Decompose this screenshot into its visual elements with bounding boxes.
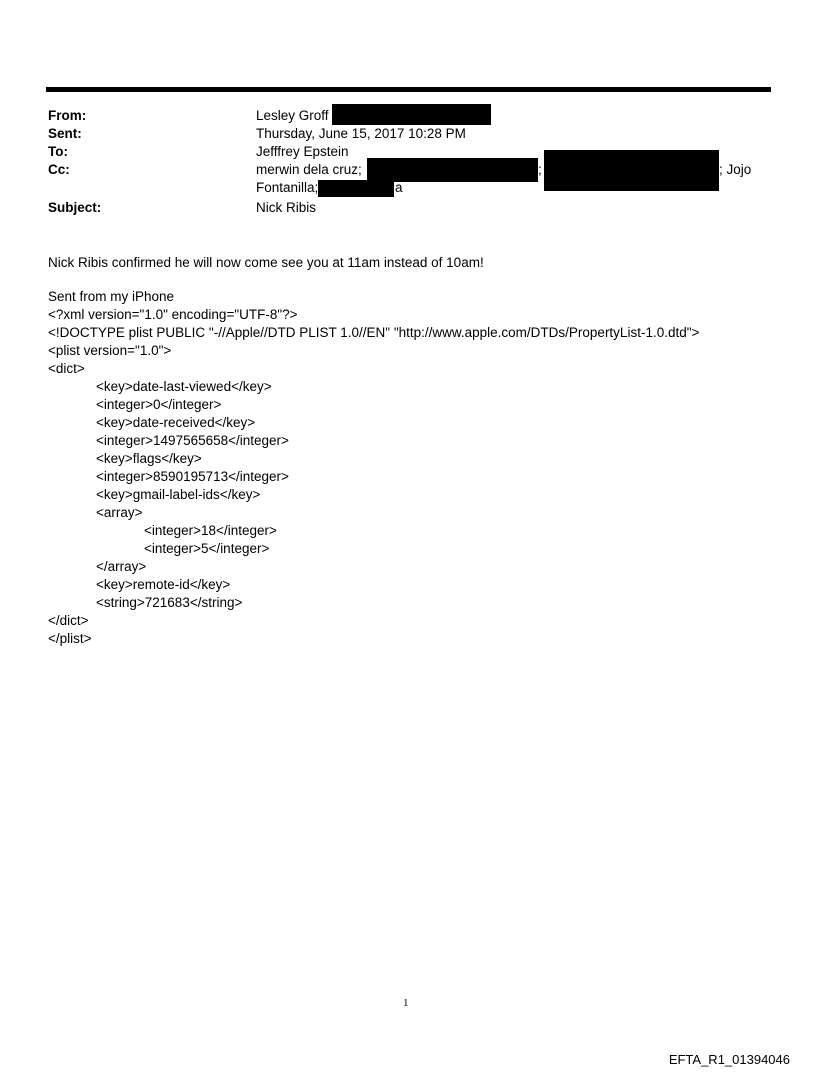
redaction-block [332, 104, 491, 125]
plist-line: <dict> [48, 361, 85, 376]
sent-value: Thursday, June 15, 2017 10:28 PM [256, 126, 466, 141]
cc-line1-end: ; Jojo [719, 162, 752, 177]
sent-label: Sent: [48, 126, 82, 141]
plist-line: <integer>0</integer> [96, 397, 222, 412]
page-number: 1 [403, 997, 409, 1009]
to-label: To: [48, 144, 68, 159]
cc-line2-end: a [395, 180, 403, 195]
cc-label: Cc: [48, 162, 70, 177]
redaction-block [544, 150, 719, 191]
plist-line: <plist version="1.0"> [48, 343, 172, 358]
subject-label: Subject: [48, 200, 102, 215]
plist-line: <array> [96, 505, 143, 520]
plist-line: <key>date-last-viewed</key> [96, 379, 272, 394]
plist-line: <integer>18</integer> [144, 523, 277, 538]
bates-number: EFTA_R1_01394046 [668, 1052, 790, 1067]
plist-line: <?xml version="1.0" encoding="UTF-8"?> [48, 307, 298, 322]
to-value: Jefffrey Epstein [256, 144, 349, 159]
redaction-block [367, 158, 538, 182]
redaction-block [318, 180, 394, 197]
cc-line2-start: Fontanilla; [256, 180, 319, 195]
plist-line: <key>gmail-label-ids</key> [96, 487, 261, 502]
header-rule [46, 87, 771, 92]
signature-text: Sent from my iPhone [48, 289, 175, 304]
plist-line: </plist> [48, 631, 92, 646]
plist-line: <string>721683</string> [96, 595, 243, 610]
from-label: From: [48, 108, 87, 123]
plist-line: <key>date-received</key> [96, 415, 256, 430]
plist-line: <integer>8590195713</integer> [96, 469, 289, 484]
from-value: Lesley Groff [256, 108, 329, 123]
subject-value: Nick Ribis [256, 200, 317, 215]
cc-line1-separator: ; [538, 162, 542, 177]
plist-line: <key>flags</key> [96, 451, 202, 466]
plist-line: </dict> [48, 613, 89, 628]
cc-line1-start: merwin dela cruz; [256, 162, 362, 177]
plist-line: </array> [96, 559, 147, 574]
message-text: Nick Ribis confirmed he will now come see you at 11am instead of 10am! [48, 255, 484, 270]
plist-line: <!DOCTYPE plist PUBLIC "-//Apple//DTD PLIST 1.0//EN" "http://www.apple.com/DTDs/PropertyList-1.0.dtd"> [48, 325, 700, 340]
plist-line: <integer>5</integer> [144, 541, 270, 556]
plist-line: <key>remote-id</key> [96, 577, 231, 592]
plist-line: <integer>1497565658</integer> [96, 433, 289, 448]
